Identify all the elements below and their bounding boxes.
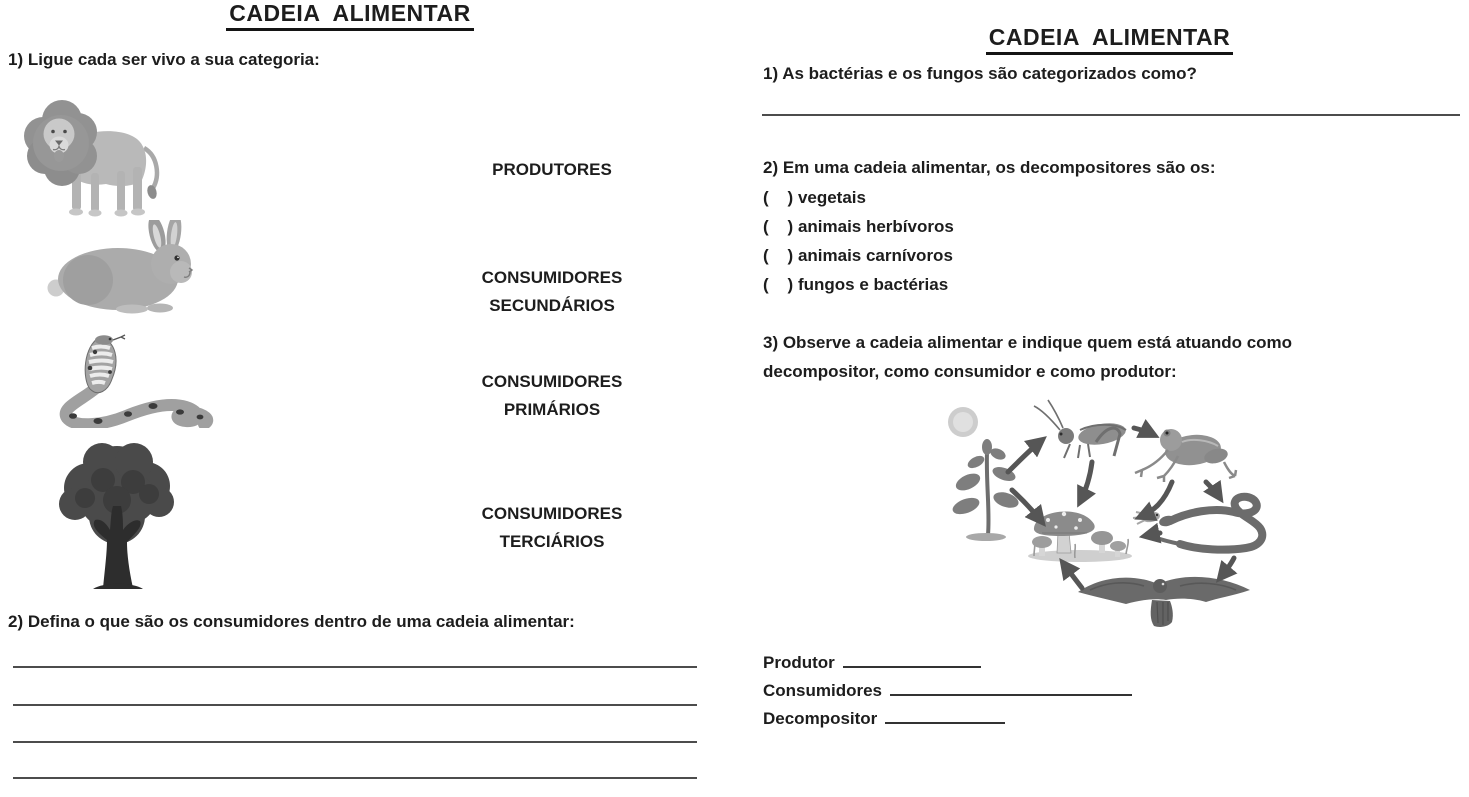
hawk-image (1078, 577, 1250, 627)
arrow-frog-to-snake (1206, 482, 1220, 498)
frog-image (1135, 429, 1236, 482)
option-animais-herbivoros: ( ) animais herbívoros (763, 217, 954, 236)
answer-line (762, 114, 1460, 116)
arrow-snake-to-hawk (1220, 558, 1234, 578)
arrow-grasshopper-to-mushrooms (1080, 462, 1092, 502)
answer-line (13, 777, 697, 779)
arrow-frog-to-mushrooms (1140, 482, 1172, 517)
rabbit-image (40, 220, 210, 316)
food-chain-diagram (930, 390, 1290, 640)
answer-line (13, 741, 697, 743)
answer-field-produtor: Produtor (763, 653, 981, 673)
sun-icon (948, 407, 978, 437)
grasshopper-image (1034, 400, 1127, 458)
lion-image (18, 88, 168, 220)
snake-eating-frog-image (1133, 497, 1262, 550)
left-question-2: 2) Defina o que são os consumidores dentro de uma cadeia alimentar: (8, 612, 575, 631)
arrow-grasshopper-to-frog (1134, 428, 1154, 435)
answer-line (890, 681, 1132, 696)
cobra-body (66, 388, 208, 424)
answer-field-consumidores: Consumidores (763, 681, 1132, 701)
right-question-3: 3) Observe a cadeia alimentar e indique quem está atuando como decompositor, como consumidor e como produtor: (763, 333, 1297, 381)
arrow-plant-to-grasshopper (1008, 440, 1042, 472)
lion-tail (144, 148, 157, 188)
category-consumidores-secundarios: CONSUMIDORES SECUNDÁRIOS (481, 268, 623, 315)
tree-image (45, 436, 190, 590)
option-vegetais: ( ) vegetais (763, 188, 866, 207)
answer-line (13, 704, 697, 706)
left-question-1: 1) Ligue cada ser vivo a sua categoria: (8, 50, 320, 69)
answer-line (13, 666, 697, 668)
cobra-image (40, 334, 220, 428)
category-consumidores-terciarios: CONSUMIDORES TERCIÁRIOS (481, 504, 623, 551)
answer-line (843, 653, 981, 668)
option-fungos-bacterias: ( ) fungos e bactérias (763, 275, 949, 294)
cobra-tongue (113, 335, 125, 340)
left-page-title: CADEIA ALIMENTAR (0, 0, 700, 31)
mushrooms-image (1028, 512, 1132, 562)
arrow-snake-to-mushrooms (1145, 533, 1160, 536)
right-page-title: CADEIA ALIMENTAR (750, 24, 1469, 55)
category-consumidores-primarios: CONSUMIDORES PRIMÁRIOS (481, 372, 623, 419)
right-question-2: 2) Em uma cadeia alimentar, os decompositores são os: (763, 158, 1216, 177)
answer-line (885, 709, 1005, 724)
category-produtores: PRODUTORES (492, 160, 612, 179)
right-question-1: 1) As bactérias e os fungos são categorizados como? (763, 64, 1197, 83)
arrow-hawk-to-mushrooms (1063, 563, 1082, 588)
answer-field-decompositor: Decompositor (763, 709, 1005, 729)
option-animais-carnivoros: ( ) animais carnívoros (763, 246, 953, 265)
